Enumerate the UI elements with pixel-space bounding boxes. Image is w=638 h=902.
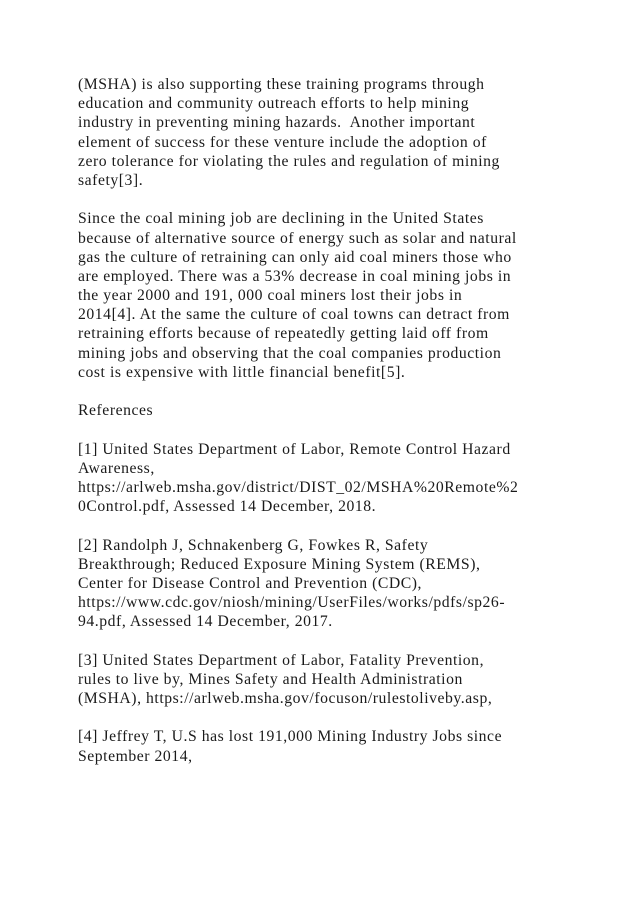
reference-entry-2 — [78, 536, 598, 632]
text-line: (MSHA) is also supporting these training programs through — [78, 76, 485, 93]
text-line: the year 2000 and 191, 000 coal miners lost their jobs in — [78, 287, 463, 305]
text-line: element of success for these venture include the adoption of — [78, 133, 487, 151]
paragraph-spacer — [78, 631, 598, 650]
text-line: cost is expensive with little financial benefit[5]. — [78, 363, 406, 381]
text-line: [3] United States Department of Labor, Fatality Prevention, — [78, 651, 485, 669]
text-line: are employed. There was a 53% decrease in coal mining jobs in — [78, 267, 512, 285]
text-line: rules to live by, Mines Safety and Health Administration — [78, 670, 463, 688]
references-heading: References — [78, 402, 154, 420]
reference-entry-3 — [78, 651, 598, 709]
text-line: mining jobs and observing that the coal companies production — [78, 344, 502, 362]
text-line: retraining efforts because of repeatedly getting laid off from — [78, 325, 489, 343]
text-line: 94.pdf, Assessed 14 December, 2017. — [78, 613, 333, 631]
text-line: September 2014, — [78, 747, 193, 765]
text-line: 0Control.pdf, Assessed 14 December, 2018. — [78, 498, 377, 516]
paragraph-spacer — [78, 708, 598, 727]
text-line: Breakthrough; Reduced Exposure Mining System (REMS), — [78, 555, 481, 573]
text-line: [1] United States Department of Labor, Remote Control Hazard — [78, 440, 511, 458]
text-line: [4] Jeffrey T, U.S has lost 191,000 Mining Industry Jobs since — [78, 728, 503, 746]
body-paragraph-2 — [78, 209, 598, 382]
text-line: (MSHA), https://arlweb.msha.gov/focuson/rulestoliveby.asp, — [78, 690, 493, 707]
text-line: zero tolerance for violating the rules and regulation of mining — [78, 152, 500, 170]
text-line: https://arlweb.msha.gov/district/DIST_02/MSHA%20Remote%2 — [78, 478, 519, 496]
reference-entry-4 — [78, 727, 598, 765]
text-line: education and community outreach efforts to help mining — [78, 95, 470, 113]
text-line: [2] Randolph J, Schnakenberg G, Fowkes R, Safety — [78, 536, 429, 554]
text-line: safety[3]. — [78, 171, 144, 189]
body-paragraph-1 — [78, 75, 598, 190]
paragraph-spacer — [78, 190, 598, 209]
text-line: 2014[4]. At the same the culture of coal towns can detract from — [78, 306, 510, 324]
text-line: Since the coal mining job are declining in the United States — [78, 210, 484, 228]
reference-entry-1 — [78, 440, 598, 517]
text-line: because of alternative source of energy such as solar and natural — [78, 229, 517, 247]
text-line: Awareness, — [78, 459, 155, 477]
text-line: gas the culture of retraining can only aid coal miners those who — [78, 248, 512, 266]
paragraph-spacer — [78, 516, 598, 535]
text-line: https://www.cdc.gov/niosh/mining/UserFiles/works/pdfs/sp26- — [78, 594, 506, 612]
text-line: Center for Disease Control and Prevention (CDC), — [78, 574, 423, 592]
text-line: industry in preventing mining hazards. Another important — [78, 114, 476, 132]
paragraph-spacer — [78, 382, 598, 401]
paragraph-spacer — [78, 420, 598, 439]
document-body — [78, 75, 598, 766]
